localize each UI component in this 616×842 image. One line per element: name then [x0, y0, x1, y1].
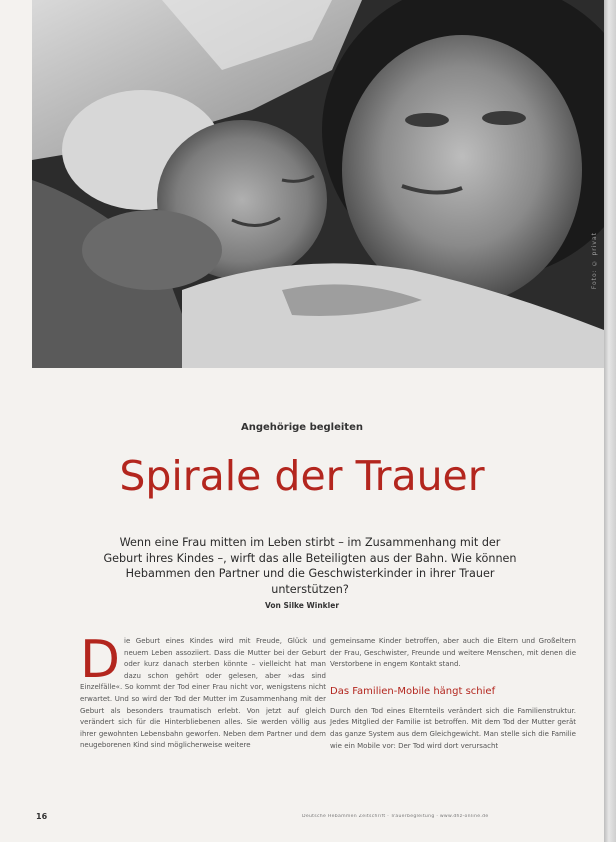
running-footer: Deutsche Hebammen Zeitschrift · Trauerbegleitung · www.dhz-online.de	[302, 814, 489, 819]
article-kicker: Angehörige begleiten	[241, 422, 363, 433]
photo-credit: Foto: © privat	[591, 232, 598, 290]
article-title: Spirale der Trauer	[119, 452, 485, 500]
column-left	[80, 630, 326, 752]
article-photo	[32, 0, 604, 368]
body-text-right-section: Durch den Tod eines Elternteils verändert sich die Familienstruktur. Jedes Mitglied der Familie ist betroffen. Mit dem Tod der Mutter gerät das ganze System aus dem Gleichgewicht. Man stelle sich die Familie wie ein Mobile vor: Der Tod wird dort verursacht	[330, 706, 576, 750]
article-byline: Von Silke Winkler	[264, 601, 340, 610]
column-right	[330, 636, 576, 752]
body-text-left: ie Geburt eines Kindes wird mit Freude, Glück und neuem Leben assoziiert. Dass die Mutter bei der Geburt oder kurz danach sterben könnte – vielleicht hat man dazu schon gehört oder gelesen, aber »das sind Einzelfälle«. So kommt der Tod einer Frau nicht vor, wenigstens nicht erwartet. Und so wird der Tod der Mutter im Zusammenhang mit der Geburt als besonders traumatisch erlebt. Von jetzt auf gleich verändert sich für die Hinterbliebenen alles. Sie werden völlig aus ihrer gewohnten Lebensbahn geworfen. Neben dem Partner und dem neugeborenen Kind sind möglicherweise weitere	[80, 637, 326, 750]
page-edge	[604, 0, 616, 842]
page-number: 16	[36, 812, 48, 821]
body-text-right-intro: gemeinsame Kinder betroffen, aber auch die Eltern und Großeltern der Frau, Geschwister, Freunde und weitere Menschen, mit denen die Verstorbene in engem Kontakt stand.	[330, 637, 576, 669]
article-lead: Wenn eine Frau mitten im Leben stirbt – im Zusammenhang mit der Geburt ihres Kindes –, wirft das alle Beteiligten aus der Bahn. Wie können Hebammen den Partner und die Geschwisterkinder in ihrer Trauer unterstützen?	[103, 536, 517, 596]
section-subhead: Das Familien-Mobile hängt schief	[330, 685, 496, 697]
photo-mother-newborn	[32, 0, 604, 368]
drop-cap: D	[80, 630, 121, 690]
